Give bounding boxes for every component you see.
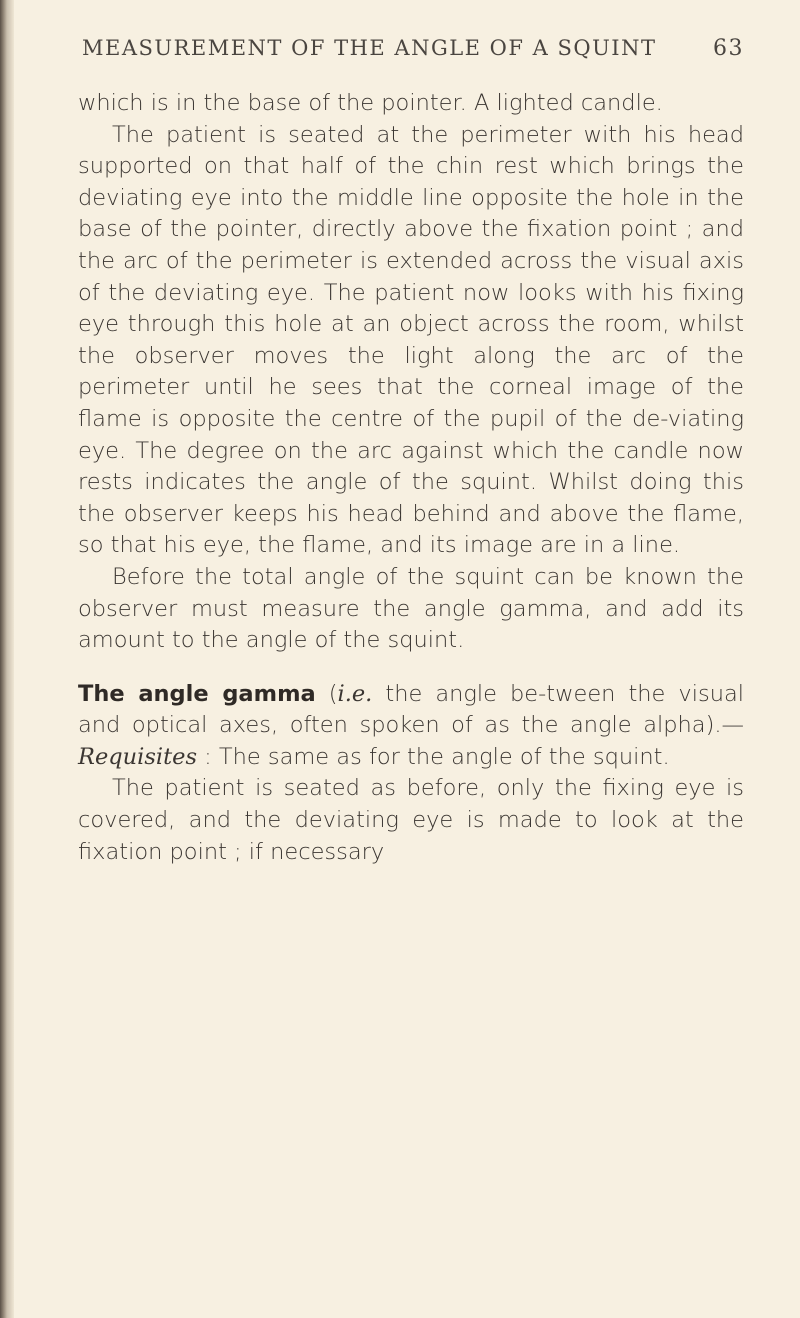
- paragraph-3: Before the total angle of the squint can be known the observer must measure the angle gamma, and add its amount to the angle of the squint.: [78, 563, 744, 654]
- paragraph-4-paren: (: [315, 680, 338, 707]
- paragraph-4: [78, 679, 744, 774]
- running-header: [78, 36, 744, 70]
- page-binding-edge: [0, 0, 14, 1318]
- paragraph-2: The patient is seated at the perimeter with his head supported on that half of the chin rest which brings the deviating eye into the middle line opposite the hole in the base of the pointer, directly above the fixation point ; and the arc of the perimeter is extended across the visual axis of the deviating eye. The patient now looks with his fixing eye through this hole at an object across the room, whilst the observer moves the light along the arc of the perimeter until he sees that the corneal image of the flame is opposite the centre of the pupil of the de-viating eye. The degree on the arc against which the candle now rests indicates the angle of the squint. Whilst doing this the observer keeps his head behind and above the flame, so that his eye, the flame, and its image are in a line.: [78, 121, 744, 559]
- section-heading: The angle gamma: [78, 680, 316, 707]
- body-text: [78, 88, 744, 868]
- book-page: [78, 36, 744, 868]
- paragraph-5: The patient is seated as before, only the fixing eye is covered, and the deviating eye is made to look at the fixation point ; if necessary: [78, 775, 744, 865]
- paragraph-4-ie: i.e.: [337, 680, 373, 707]
- paragraph-1: which is in the base of the pointer. A lighted candle.: [78, 90, 663, 116]
- paragraph-4-text-b: : The same as for the angle of the squint.: [197, 743, 670, 770]
- requisites-label: Requisites: [78, 743, 197, 770]
- page-number: 63: [713, 36, 744, 61]
- running-title: MEASUREMENT OF THE ANGLE OF A SQUINT: [82, 36, 657, 60]
- paragraph-4-text-a: the angle be-tween the visual and optical axes, often spoken of as the angle alpha).—: [78, 680, 744, 739]
